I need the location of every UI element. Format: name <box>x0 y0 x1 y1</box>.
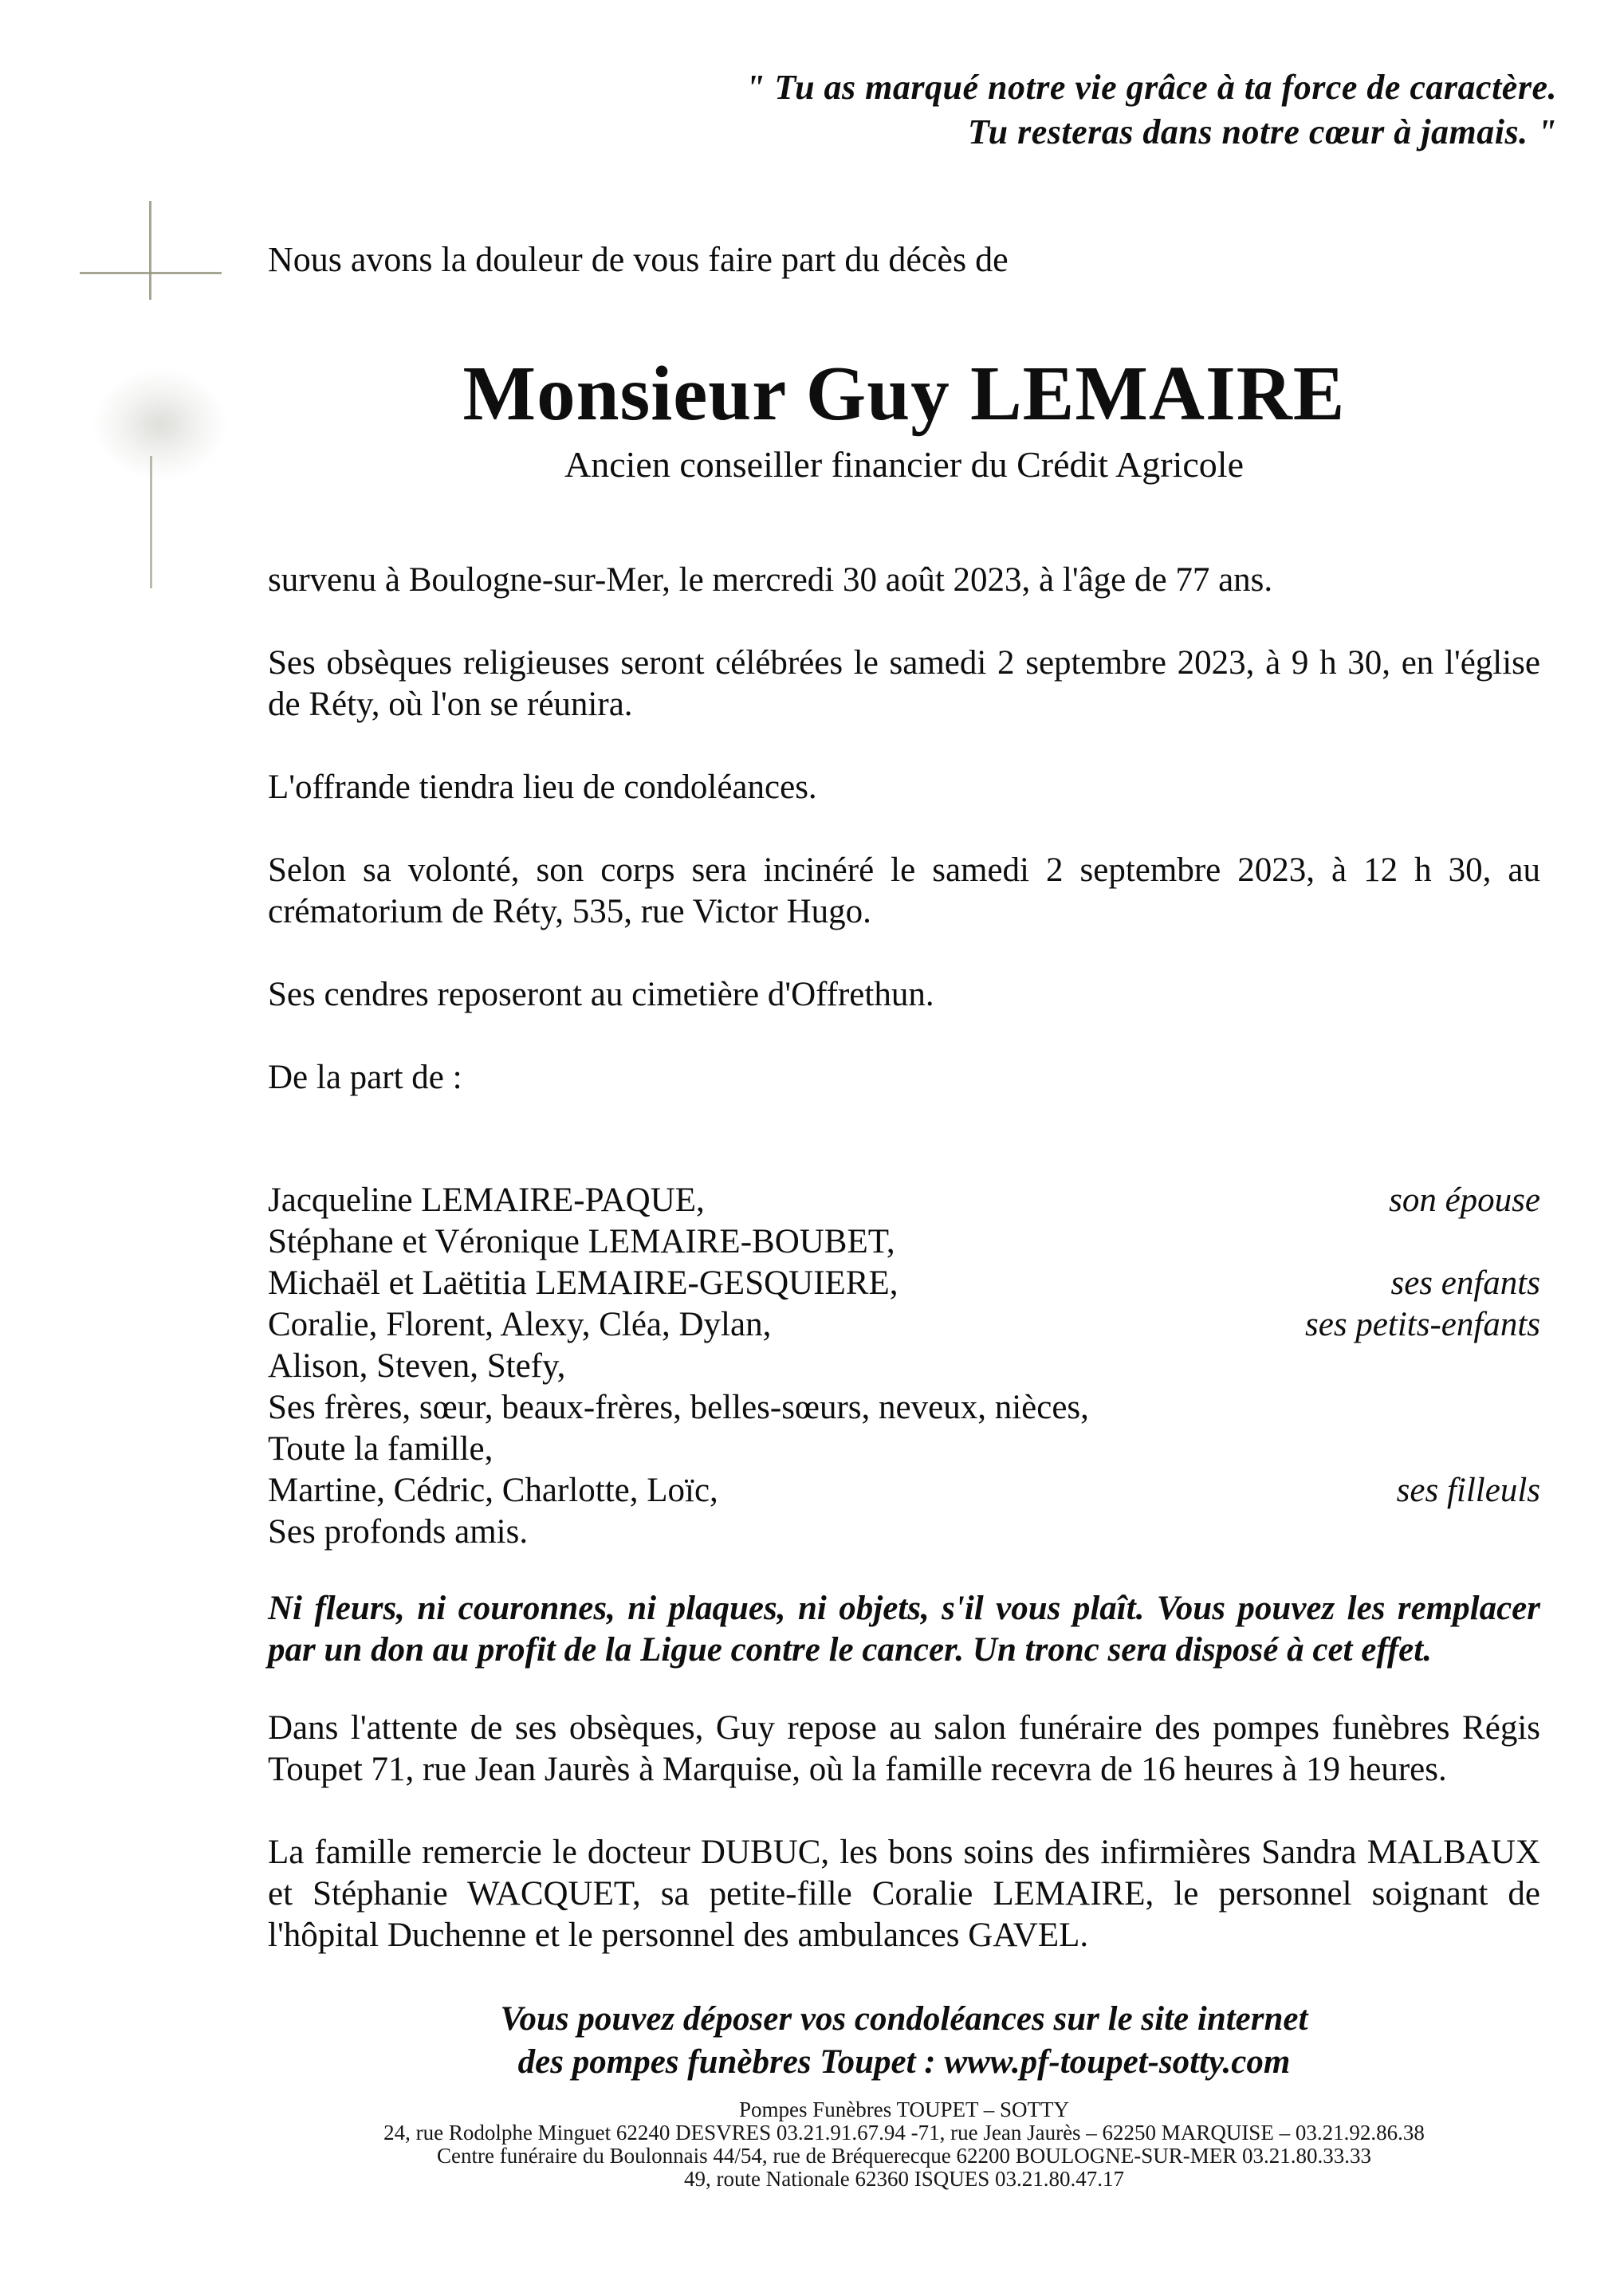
funeral-home-footer <box>268 2098 1540 2191</box>
no-flowers-notice: Ni fleurs, ni couronnes, ni plaques, ni objets, s'il vous plaît. Vous pouvez les remplacer par un don au profit de la Ligue contre le cancer. Un tronc sera disposé à cet effet. <box>268 1590 1540 1669</box>
family-names: Michaël et Laëtitia LEMAIRE-GESQUIERE, <box>268 1264 899 1302</box>
family-row <box>268 1263 1540 1304</box>
paragraph-funeral-home: Dans l'attente de ses obsèques, Guy repose au salon funéraire des pompes funèbres Régis Toupet 71, rue Jean Jaurès à Marquise, où la famille recevra de 16 heures à 19 heures. <box>268 1709 1540 1788</box>
paragraph-death-details: survenu à Boulogne-sur-Mer, le mercredi 30 août 2023, à l'âge de 77 ans. <box>268 561 1273 599</box>
deceased-subtitle: Ancien conseiller financier du Crédit Agricole <box>564 444 1244 485</box>
family-relation: ses petits-enfants <box>1305 1306 1540 1343</box>
family-row <box>268 1180 1540 1221</box>
family-relation <box>1516 1387 1540 1429</box>
family-relation <box>1516 1512 1540 1553</box>
family-names: Ses profonds amis. <box>268 1513 529 1551</box>
deceased-title-block <box>268 351 1540 486</box>
cross-horizontal-bar <box>80 272 222 274</box>
family-section-label: De la part de : <box>268 1059 462 1096</box>
footer-company-name: Pompes Funèbres TOUPET – SOTTY <box>738 2097 1070 2121</box>
flower-watermark <box>92 368 228 480</box>
family-relation: ses filleuls <box>1396 1472 1540 1509</box>
epitaph-quote <box>745 65 1557 155</box>
family-list <box>268 1180 1540 1553</box>
family-row <box>268 1346 1540 1387</box>
announcement-body <box>268 560 1540 2084</box>
family-row <box>268 1512 1540 1553</box>
footer-address-line: 24, rue Rodolphe Minguet 62240 DESVRES 03.21.91.67.94 -71, rue Jean Jaurès – 62250 MARQUISE – 03.21.92.86.38 <box>383 2121 1425 2145</box>
epitaph-quote-line: Tu resteras dans notre cœur à jamais. " <box>967 112 1557 151</box>
deceased-name: Monsieur Guy LEMAIRE <box>462 351 1346 436</box>
family-relation <box>1516 1221 1540 1263</box>
epitaph-quote-line: " Tu as marqué notre vie grâce à ta force de caractère. <box>745 68 1557 107</box>
flower-stem-watermark <box>150 456 152 588</box>
condolences-line: des pompes funèbres Toupet : www.pf-toupet-sotty.com <box>517 2043 1291 2081</box>
family-relation: son épouse <box>1389 1181 1540 1219</box>
paragraph-cremation: Selon sa volonté, son corps sera incinéré le samedi 2 septembre 2023, à 12 h 30, au crématorium de Réty, 535, rue Victor Hugo. <box>268 851 1540 930</box>
paragraph-ashes: Ses cendres reposeront au cimetière d'Offrethun. <box>268 976 934 1013</box>
online-condolences-note <box>268 1998 1540 2084</box>
family-row <box>268 1304 1540 1346</box>
family-relation: ses enfants <box>1390 1264 1540 1302</box>
cross-vertical-bar <box>149 201 151 300</box>
family-names: Martine, Cédric, Charlotte, Loïc, <box>268 1472 718 1509</box>
family-names: Ses frères, sœur, beaux-frères, belles-sœurs, neveux, nièces, <box>268 1389 1089 1426</box>
condolences-line: Vous pouvez déposer vos condoléances sur le site internet <box>500 2000 1308 2038</box>
family-names: Coralie, Florent, Alexy, Cléa, Dylan, <box>268 1306 772 1343</box>
announcement-intro: Nous avons la douleur de vous faire part du décès de <box>268 240 1009 279</box>
family-row <box>268 1221 1540 1263</box>
paragraph-offering: L'offrande tiendra lieu de condoléances. <box>268 769 817 806</box>
family-relation <box>1516 1429 1540 1470</box>
footer-address-line: Centre funéraire du Boulonnais 44/54, rue de Bréquerecque 62200 BOULOGNE-SUR-MER 03.21.80.33.33 <box>436 2144 1372 2168</box>
family-names: Stéphane et Véronique LEMAIRE-BOUBET, <box>268 1223 895 1260</box>
family-row <box>268 1387 1540 1429</box>
paragraph-service-details: Ses obsèques religieuses seront célébrées le samedi 2 septembre 2023, à 9 h 30, en l'église de Réty, où l'on se réunira. <box>268 644 1540 723</box>
family-row <box>268 1470 1540 1512</box>
family-names: Alison, Steven, Stefy, <box>268 1347 566 1385</box>
family-row <box>268 1429 1540 1470</box>
family-names: Toute la famille, <box>268 1430 493 1468</box>
family-relation <box>1516 1346 1540 1387</box>
footer-address-line: 49, route Nationale 62360 ISQUES 03.21.80.47.17 <box>684 2167 1124 2191</box>
family-names: Jacqueline LEMAIRE-PAQUE, <box>268 1181 705 1219</box>
paragraph-thanks: La famille remercie le docteur DUBUC, les bons soins des infirmières Sandra MALBAUX et Stéphanie WACQUET, sa petite-fille Coralie LEMAIRE, le personnel soignant de l'hôpital Duchenne et le personnel des ambulances GAVEL. <box>268 1834 1540 1954</box>
